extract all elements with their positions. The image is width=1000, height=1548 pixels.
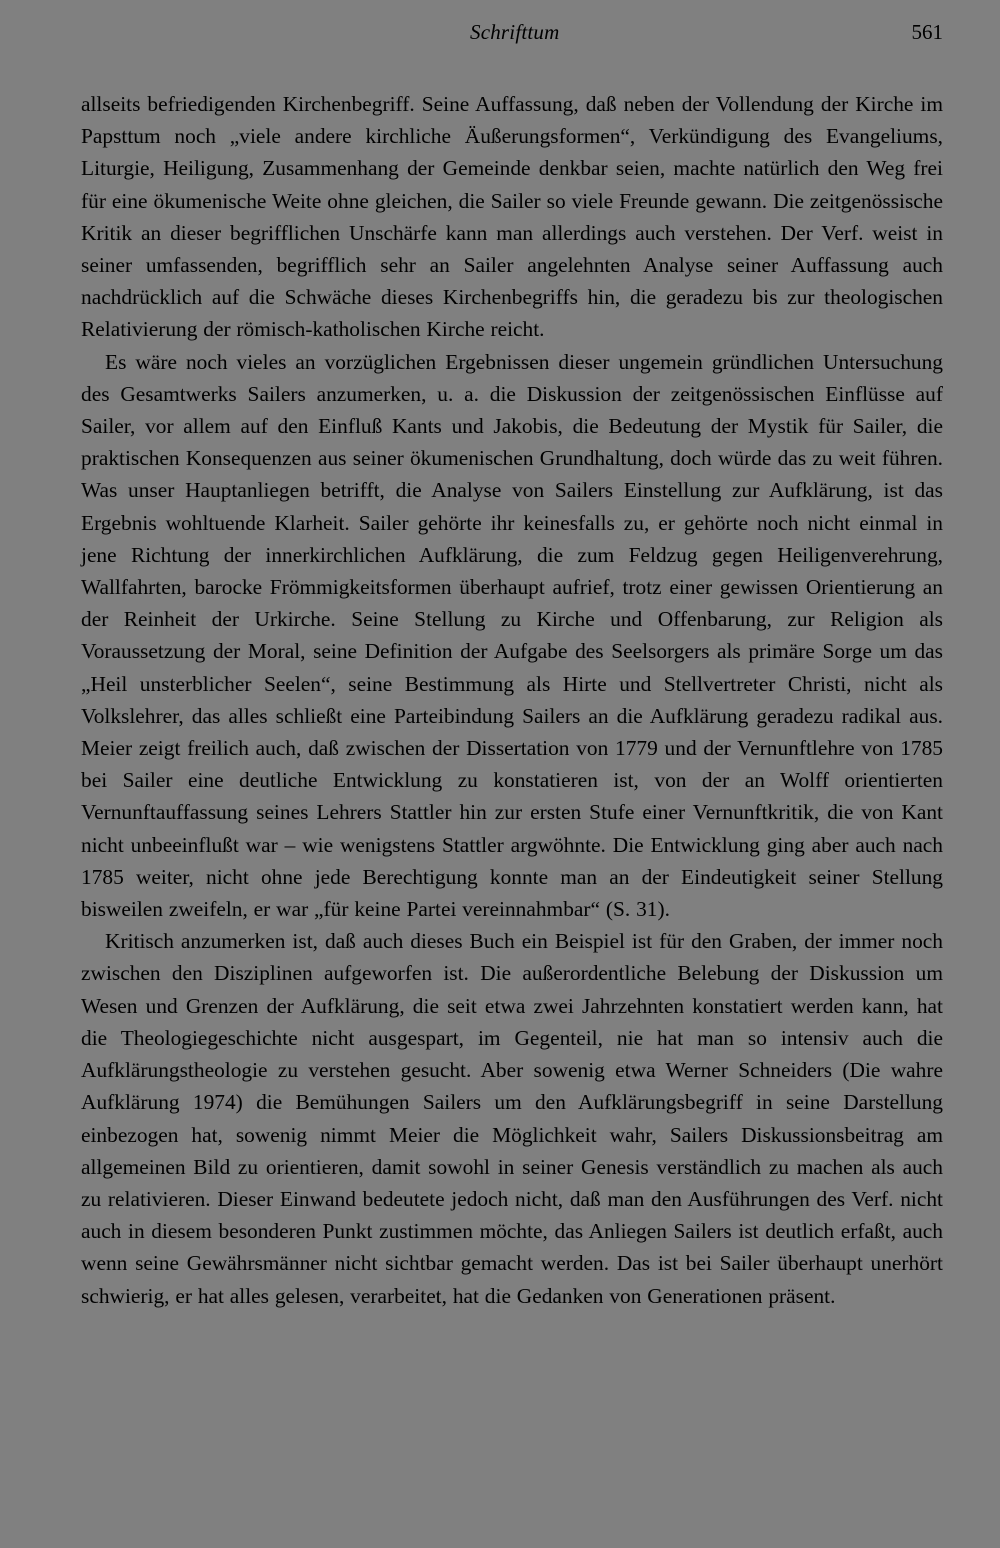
body-text bbox=[81, 88, 943, 1312]
running-title: Schrifttum bbox=[470, 20, 560, 44]
paragraph-1: allseits befriedigenden Kirchenbegriff. Seine Auffassung, daß neben der Vollendung der Kirche im Papsttum noch „viele andere kirchliche Äußerungsformen“, Verkündigung des Evangeliums, Liturgie, Heiligung, Zusammenhang der Gemeinde denkbar seien, machte natürlich den Weg frei für eine ökumenische Weite ohne gleichen, die Sailer so viele Freunde gewann. Die zeitgenössische Kritik an dieser begrifflichen Unschärfe kann man allerdings auch verstehen. Der Verf. weist in seiner umfassenden, begrifflich sehr an Sailer angelehnten Analyse seiner Auffassung auch nachdrücklich auf die Schwäche dieses Kirchenbegriffs hin, die geradezu bis zur theologischen Relativierung der römisch-katholischen Kirche reicht. bbox=[81, 92, 943, 342]
running-header bbox=[0, 18, 1000, 52]
paragraph-2: Es wäre noch vieles an vorzüglichen Ergebnissen dieser ungemein gründlichen Untersuchung des Gesamtwerks Sailers anzumerken, u. a. die Diskussion der zeitgenössischen Einflüsse auf Sailer, vor allem auf den Einfluß Kants und Jakobis, die Bedeutung der Mystik für Sailer, die praktischen Konsequenzen aus seiner ökumenischen Grundhaltung, doch würde das zu weit führen. Was unser Hauptanliegen betrifft, die Analyse von Sailers Einstellung zur Aufklärung, ist das Ergebnis wohltuende Klarheit. Sailer gehörte ihr keinesfalls zu, er gehörte noch nicht einmal in jene Richtung der innerkirchlichen Aufklärung, die zum Feldzug gegen Heiligenverehrung, Wallfahrten, barocke Frömmigkeitsformen überhaupt aufrief, trotz einer gewissen Orientierung an der Reinheit der Urkirche. Seine Stellung zu Kirche und Offenbarung, zur Religion als Voraussetzung der Moral, seine Definition der Aufgabe des Seelsorgers als primäre Sorge um das „Heil unsterblicher Seelen“, seine Bestimmung als Hirte und Stellvertreter Christi, nicht als Volkslehrer, das alles schließt eine Parteibindung Sailers an die Aufklärung geradezu radikal aus. Meier zeigt freilich auch, daß zwischen der Dissertation von 1779 und der Vernunftlehre von 1785 bei Sailer eine deutliche Entwicklung zu konstatieren ist, von der an Wolff orientierten Vernunftauffassung seines Lehrers Stattler hin zur ersten Stufe einer Vernunftkritik, die von Kant nicht unbeeinflußt war – wie wenigstens Stattler argwöhnte. Die Entwicklung ging aber auch nach 1785 weiter, nicht ohne jede Berechtigung konnte man an der Eindeutigkeit seiner Stellung bisweilen zweifeln, er war „für keine Partei vereinnahmbar“ (S. 31). bbox=[81, 349, 943, 922]
paragraph-3: Kritisch anzumerken ist, daß auch dieses Buch ein Beispiel ist für den Graben, der immer noch zwischen den Disziplinen aufgeworfen ist. Die außerordentliche Belebung der Diskussion um Wesen und Grenzen der Aufklärung, die seit etwa zwei Jahrzehnten konstatiert werden kann, hat die Theologiegeschichte nicht ausgespart, im Gegenteil, nie hat man so intensiv auch die Aufklärungstheologie zu verstehen gesucht. Aber sowenig etwa Werner Schneiders (Die wahre Aufklärung 1974) die Bemühungen Sailers um den Aufklärungsbegriff in seine Darstellung einbezogen hat, sowenig nimmt Meier die Möglichkeit wahr, Sailers Diskussionsbeitrag am allgemeinen Bild zu orientieren, damit sowohl in seiner Genesis verständlich zu machen als auch zu relativieren. Dieser Einwand bedeutete jedoch nicht, daß man den Ausführungen des Verf. nicht auch in diesem besonderen Punkt zustimmen möchte, das Anliegen Sailers ist deutlich erfaßt, auch wenn seine Gewährsmänner nicht sichtbar gemacht werden. Das ist bei Sailer überhaupt unerhört schwierig, er hat alles gelesen, verarbeitet, hat die Gedanken von Generationen präsent. bbox=[81, 929, 943, 1308]
page-number: 561 bbox=[911, 20, 943, 44]
